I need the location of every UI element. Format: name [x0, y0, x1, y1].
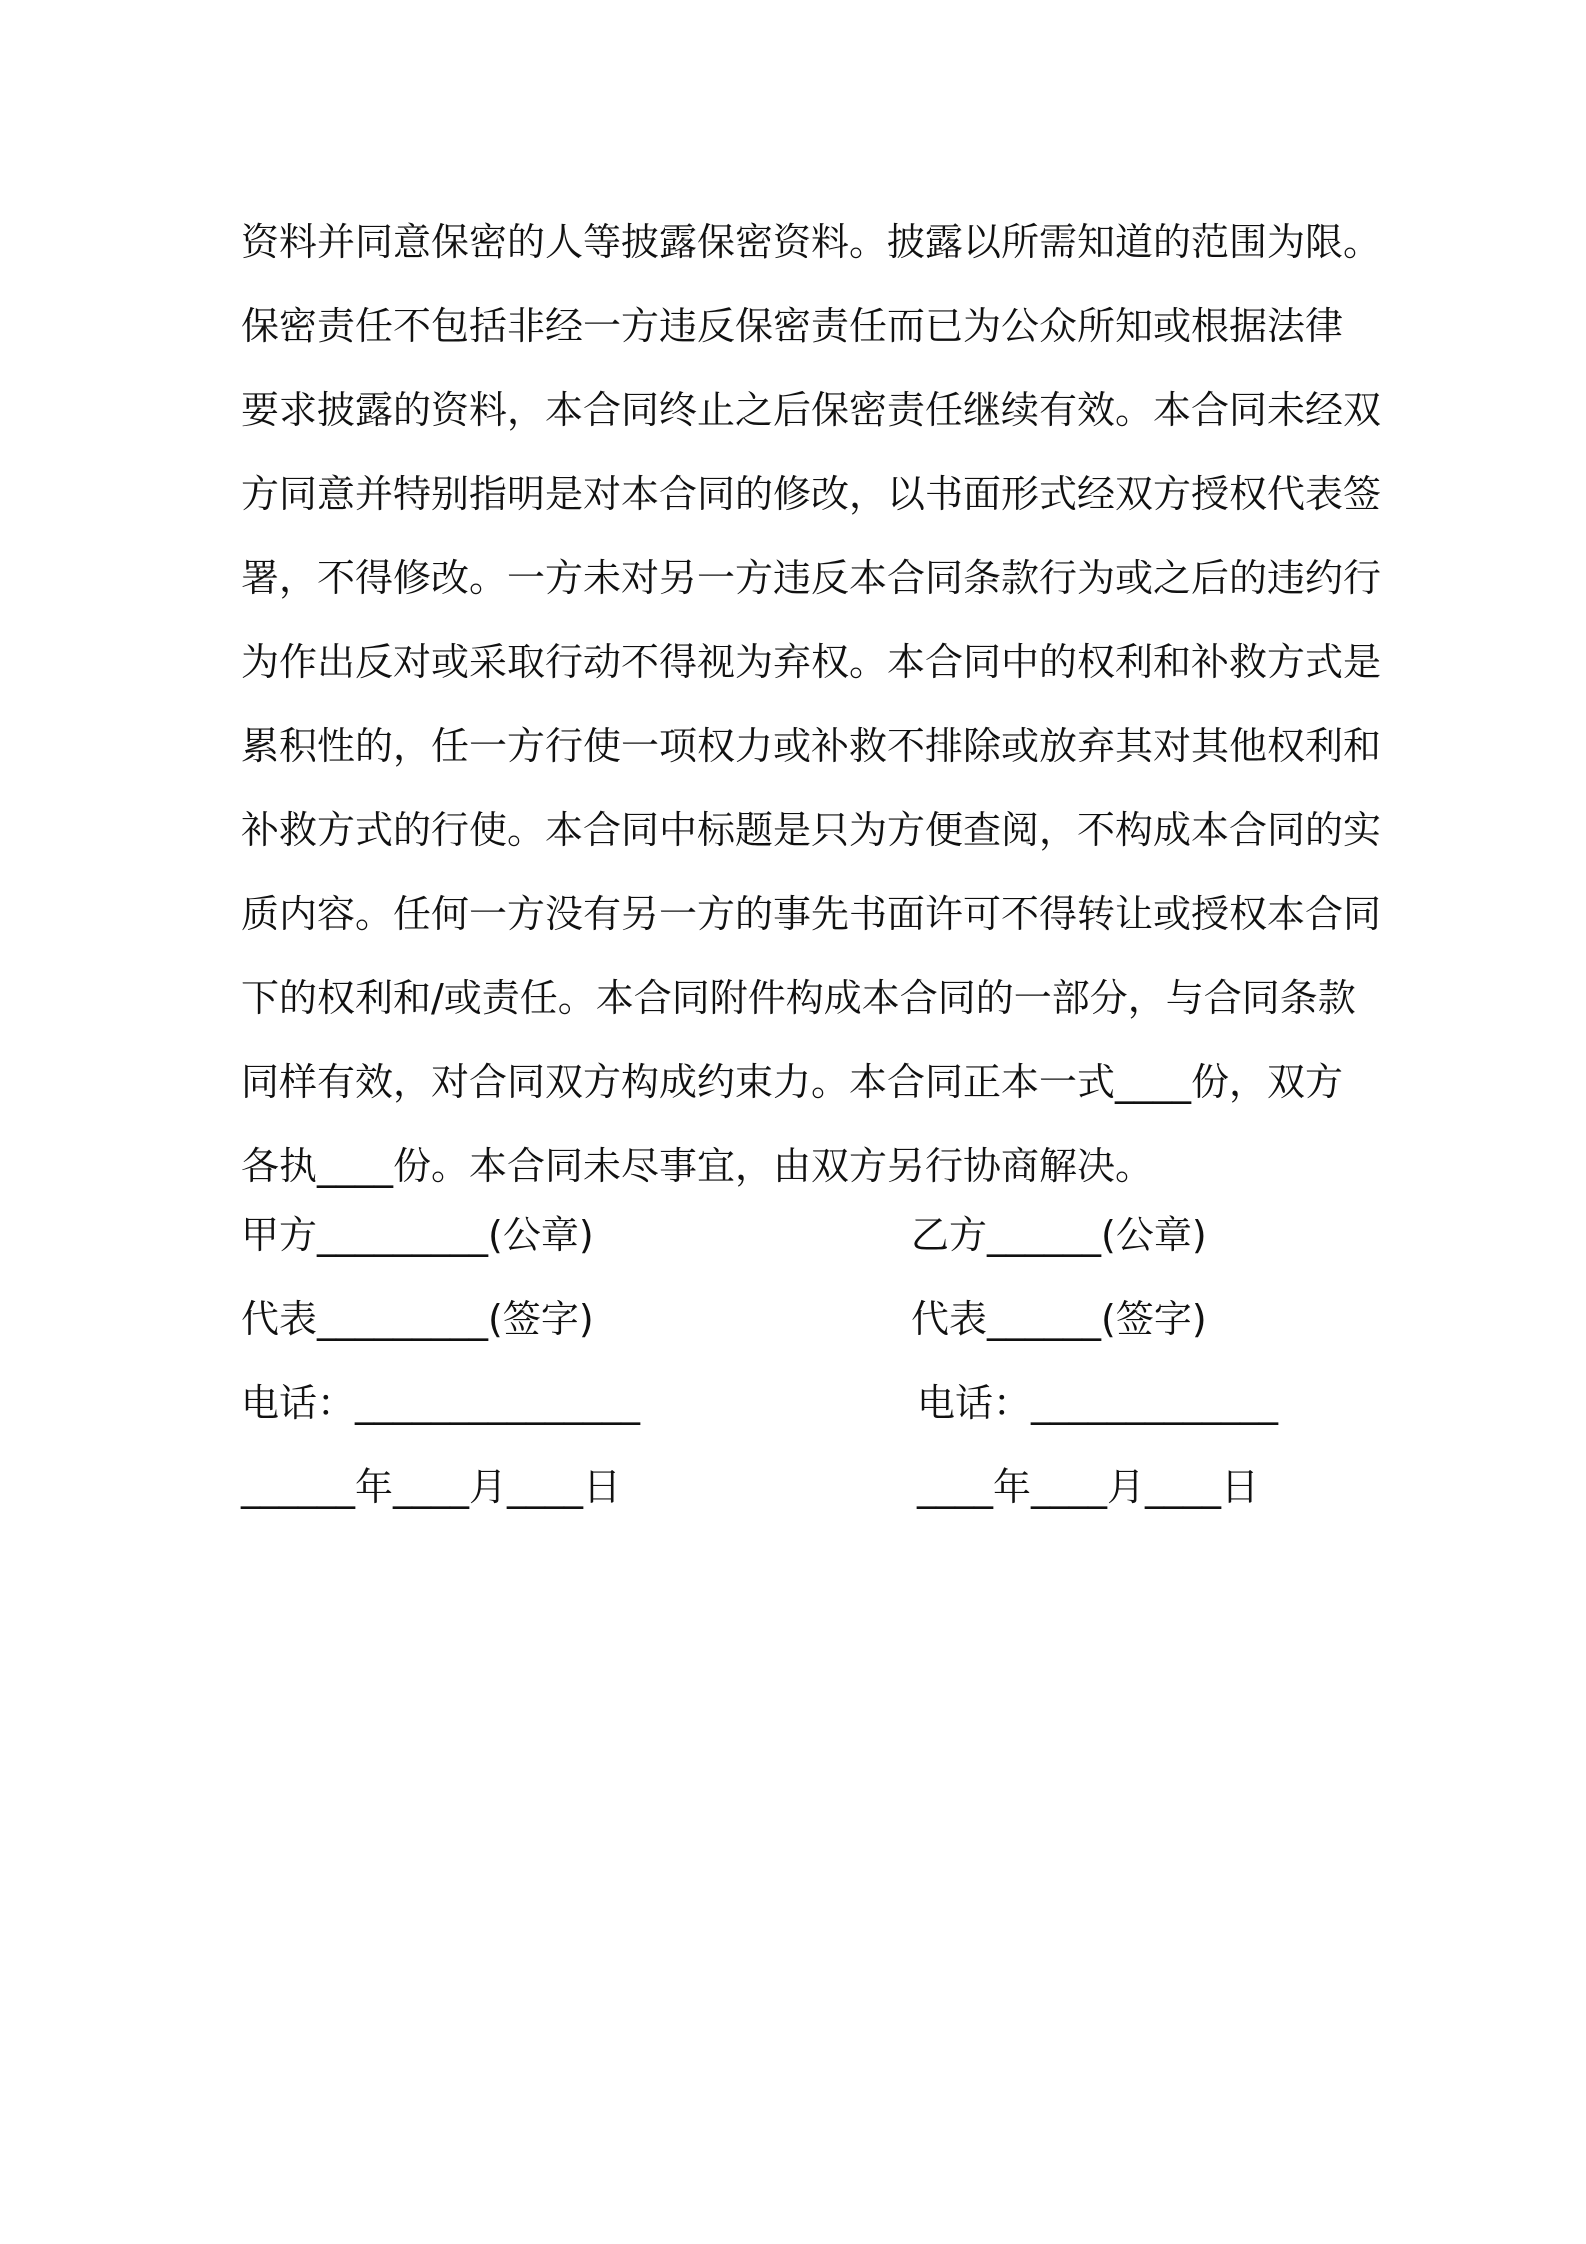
paragraph-line: 为作出反对或采取行动不得视为弃权。本合同中的权利和补救方式是	[241, 640, 1382, 684]
party-b-date: ____年____月____日	[917, 1465, 1260, 1509]
paragraph-line: 质内容。任何一方没有另一方的事先书面许可不得转让或授权本合同	[241, 892, 1382, 936]
party-b-representative: 代表______(签字)	[911, 1297, 1207, 1341]
paragraph-line: 各执____份。本合同未尽事宜，由双方另行协商解决。	[241, 1144, 1154, 1188]
party-a-date: ______年____月____日	[241, 1465, 622, 1509]
signature-row-party	[241, 1193, 1361, 1277]
party-a-name: 甲方_________(公章)	[241, 1213, 594, 1257]
signature-row-date	[241, 1445, 1361, 1529]
paragraph-line: 累积性的，任一方行使一项权力或补救不排除或放弃其对其他权利和	[241, 724, 1382, 768]
contract-clause-paragraph	[241, 200, 1382, 1208]
paragraph-line: 同样有效，对合同双方构成约束力。本合同正本一式____份，双方	[241, 1060, 1344, 1104]
paragraph-line: 资料并同意保密的人等披露保密资料。披露以所需知道的范围为限。	[241, 220, 1382, 264]
paragraph-line: 保密责任不包括非经一方违反保密责任而已为公众所知或根据法律	[241, 304, 1344, 348]
paragraph-line: 署，不得修改。一方未对另一方违反本合同条款行为或之后的违约行	[241, 556, 1382, 600]
party-a-representative: 代表_________(签字)	[241, 1297, 594, 1341]
paragraph-line: 补救方式的行使。本合同中标题是只为方便查阅，不构成本合同的实	[241, 808, 1382, 852]
paragraph-line: 要求披露的资料，本合同终止之后保密责任继续有效。本合同未经双	[241, 388, 1382, 432]
paragraph-line: 下的权利和/或责任。本合同附件构成本合同的一部分，与合同条款	[241, 976, 1356, 1020]
party-a-phone: 电话：_______________	[241, 1381, 641, 1425]
party-b-name: 乙方______(公章)	[911, 1213, 1207, 1257]
party-b-phone: 电话：_____________	[917, 1381, 1279, 1425]
signature-block	[241, 1193, 1361, 1529]
signature-row-phone	[241, 1361, 1361, 1445]
paragraph-line: 方同意并特别指明是对本合同的修改，以书面形式经双方授权代表签	[241, 472, 1382, 516]
signature-row-representative	[241, 1277, 1361, 1361]
